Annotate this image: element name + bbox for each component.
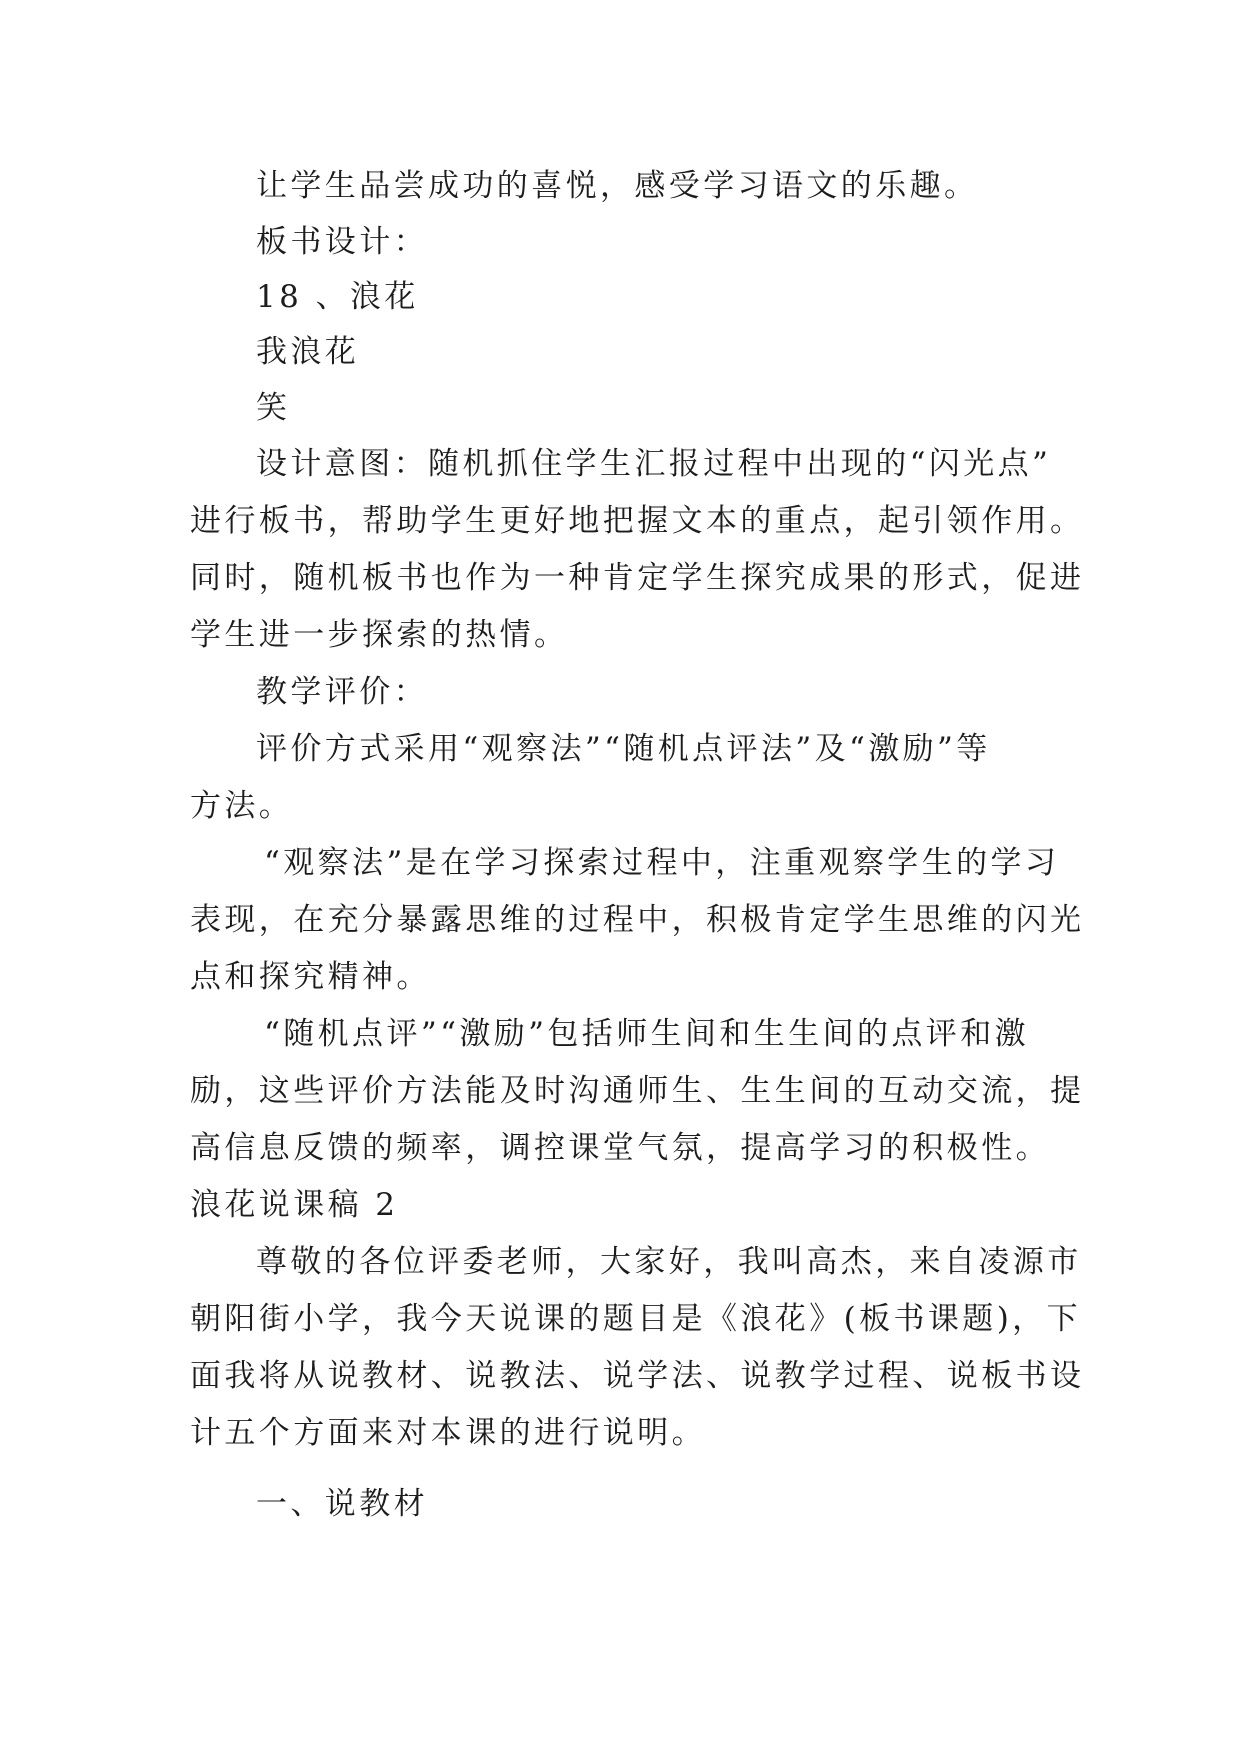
paragraph-line: 设计意图：随机抓住学生汇报过程中出现的“闪光点” xyxy=(256,446,1052,482)
paragraph-line: 点和探究精神。 xyxy=(190,959,431,995)
paragraph-line: 同时，随机板书也作为一种肯定学生探究成果的形式，促进 xyxy=(190,560,1085,596)
paragraph-line: 表现，在充分暴露思维的过程中，积极肯定学生思维的闪光 xyxy=(190,902,1085,938)
paragraph-line: 评价方式采用“观察法”“随机点评法”及“激励”等 xyxy=(256,731,991,767)
paragraph-line: 进行板书，帮助学生更好地把握文本的重点，起引领作用。 xyxy=(190,503,1085,539)
paragraph-line: 朝阳街小学，我今天说课的题目是《浪花》(板书课题)，下 xyxy=(190,1301,1081,1337)
paragraph-line: 学生进一步探索的热情。 xyxy=(190,617,569,653)
section-heading: 板书设计： xyxy=(256,224,428,260)
paragraph-line: “随机点评”“激励”包括师生间和生生间的点评和激 xyxy=(264,1016,1029,1052)
section-heading: 一、说教材 xyxy=(256,1486,428,1522)
board-title: 18 、浪花 xyxy=(256,279,419,315)
board-line: 我浪花 xyxy=(256,334,360,370)
section-heading: 教学评价： xyxy=(256,674,428,710)
board-line: 笑 xyxy=(256,390,291,426)
paragraph-line: 高信息反馈的频率，调控课堂气氛，提高学习的积极性。 xyxy=(190,1130,1050,1166)
paragraph-line: 面我将从说教材、说教法、说学法、说教学过程、说板书设 xyxy=(190,1358,1085,1394)
paragraph-line: 方法。 xyxy=(190,788,294,824)
paragraph-line: 让学生品尝成功的喜悦，感受学习语文的乐趣。 xyxy=(256,168,979,204)
paragraph-line: 尊敬的各位评委老师，大家好，我叫高杰，来自凌源市 xyxy=(256,1244,1082,1280)
document-title: 浪花说课稿 2 xyxy=(190,1187,399,1223)
paragraph-line: “观察法”是在学习探索过程中，注重观察学生的学习 xyxy=(264,845,1060,881)
paragraph-line: 计五个方面来对本课的进行说明。 xyxy=(190,1415,706,1451)
paragraph-line: 励，这些评价方法能及时沟通师生、生生间的互动交流，提 xyxy=(190,1073,1085,1109)
